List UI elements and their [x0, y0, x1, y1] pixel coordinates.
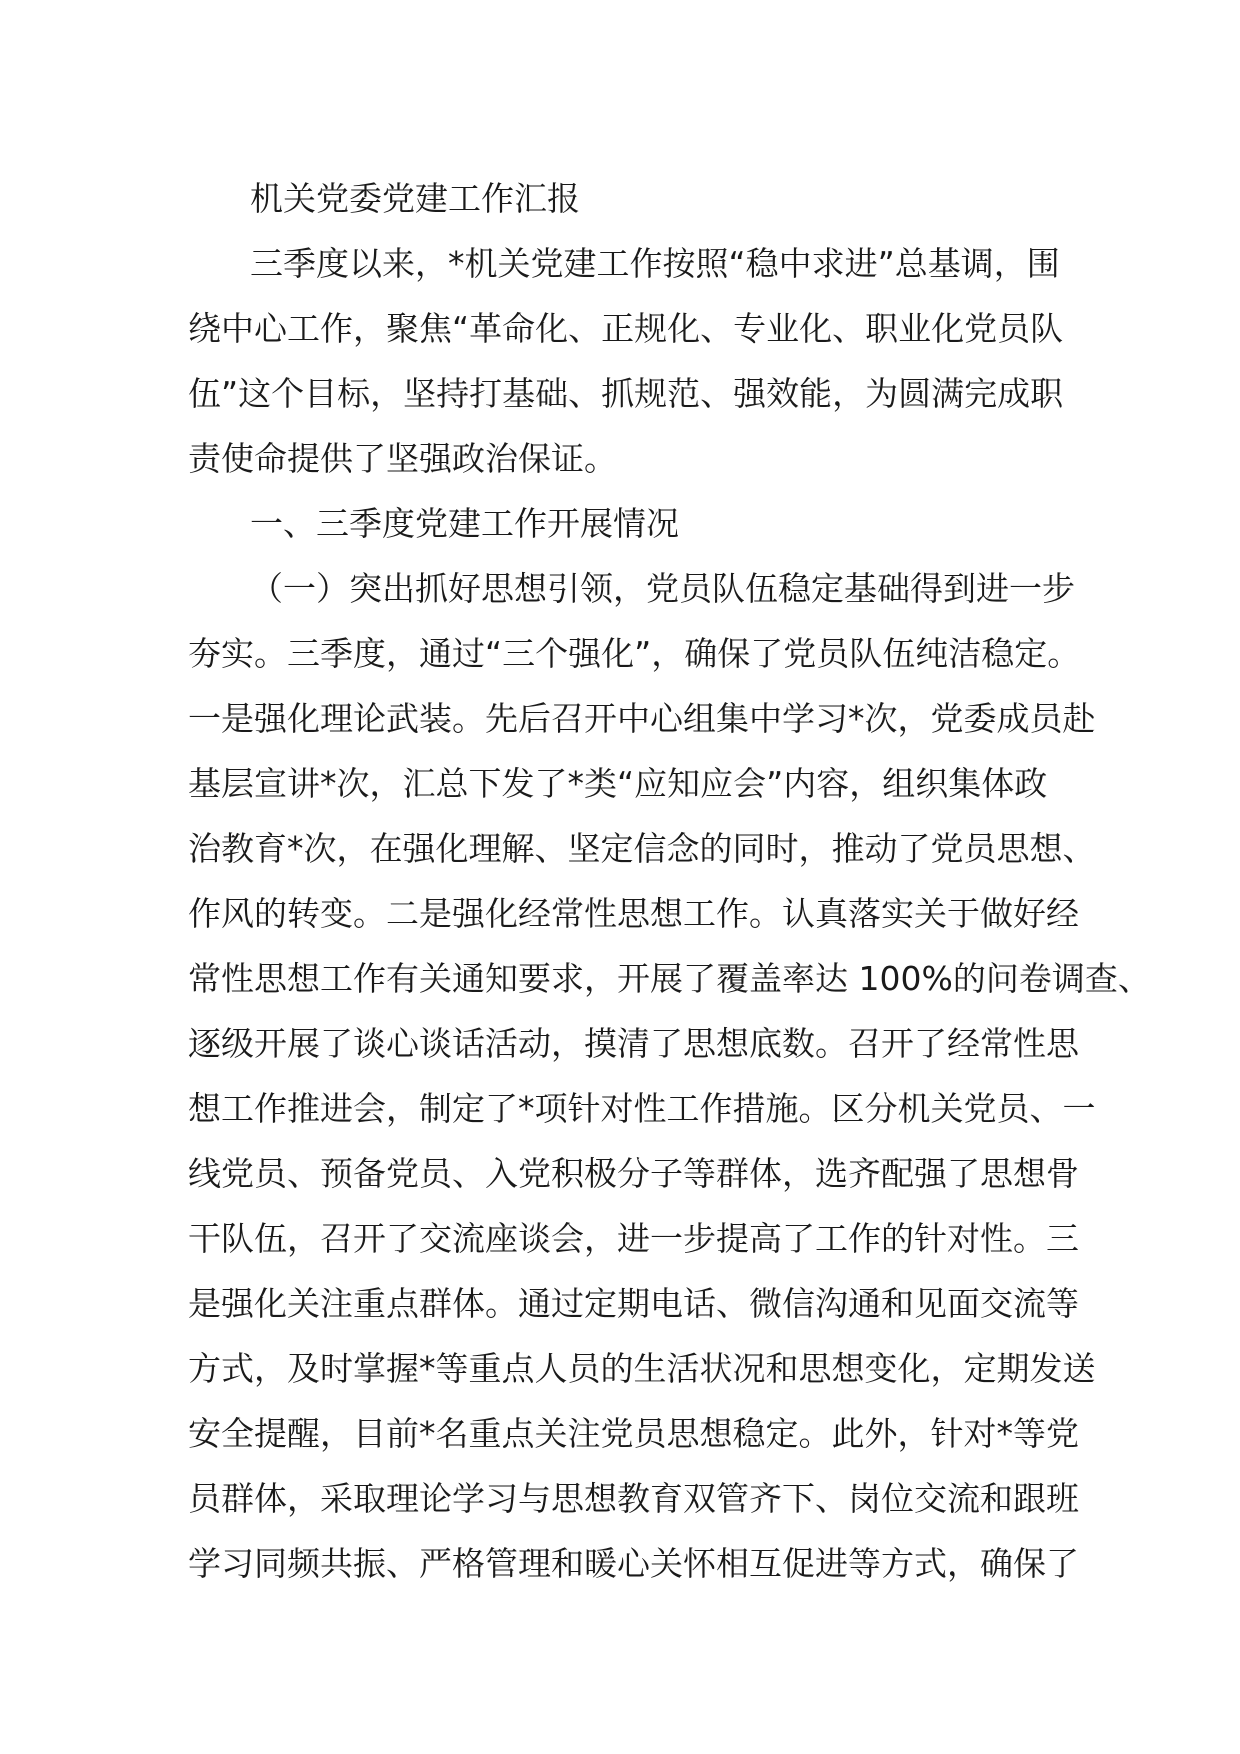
paragraph-section-1-line: 线党员、预备党员、入党积极分子等群体，选齐配强了思想骨: [188, 1154, 1079, 1193]
paragraph-section-1-line: 基层宣讲*次，汇总下发了*类“应知应会”内容，组织集体政: [188, 764, 1048, 803]
paragraph-section-1-line: 常性思想工作有关通知要求，开展了覆盖率达 100%的问卷调查、: [188, 959, 1151, 998]
paragraph-section-1-line: 夯实。三季度，通过“三个强化”，确保了党员队伍纯洁稳定。: [188, 634, 1081, 673]
document-title: 机关党委党建工作汇报: [250, 179, 580, 218]
paragraph-section-1-line: （一）突出抓好思想引领，党员队伍稳定基础得到进一步: [250, 569, 1075, 608]
paragraph-section-1-line: 作风的转变。二是强化经常性思想工作。认真落实关于做好经: [188, 894, 1079, 933]
paragraph-section-1-line: 学习同频共振、严格管理和暖心关怀相互促进等方式，确保了: [188, 1544, 1079, 1583]
paragraph-section-1-line: 员群体，采取理论学习与思想教育双管齐下、岗位交流和跟班: [188, 1479, 1079, 1518]
document-body: [188, 166, 1151, 1596]
paragraph-section-1-line: 逐级开展了谈心谈话活动，摸清了思想底数。召开了经常性思: [188, 1024, 1079, 1063]
paragraph-intro-line: 三季度以来，*机关党建工作按照“稳中求进”总基调，围: [250, 244, 1060, 283]
paragraph-intro-line: 责使命提供了坚强政治保证。: [188, 439, 617, 478]
paragraph-section-1-line: 一是强化理论武装。先后召开中心组集中学习*次，党委成员赴: [188, 699, 1096, 738]
section-heading: 一、三季度党建工作开展情况: [250, 504, 679, 543]
paragraph-section-1-line: 是强化关注重点群体。通过定期电话、微信沟通和见面交流等: [188, 1284, 1079, 1323]
paragraph-section-1-line: 想工作推进会，制定了*项针对性工作措施。区分机关党员、一: [188, 1089, 1096, 1128]
paragraph-intro-line: 绕中心工作，聚焦“革命化、正规化、专业化、职业化党员队: [188, 309, 1064, 348]
paragraph-section-1-line: 干队伍，召开了交流座谈会，进一步提高了工作的针对性。三: [188, 1219, 1079, 1258]
paragraph-intro-line: 伍”这个目标，坚持打基础、抓规范、强效能，为圆满完成职: [188, 374, 1064, 413]
paragraph-section-1-line: 方式，及时掌握*等重点人员的生活状况和思想变化，定期发送: [188, 1349, 1096, 1388]
paragraph-section-1-line: 治教育*次，在强化理解、坚定信念的同时，推动了党员思想、: [188, 829, 1096, 868]
paragraph-section-1-line: 安全提醒，目前*名重点关注党员思想稳定。此外，针对*等党: [188, 1414, 1079, 1453]
